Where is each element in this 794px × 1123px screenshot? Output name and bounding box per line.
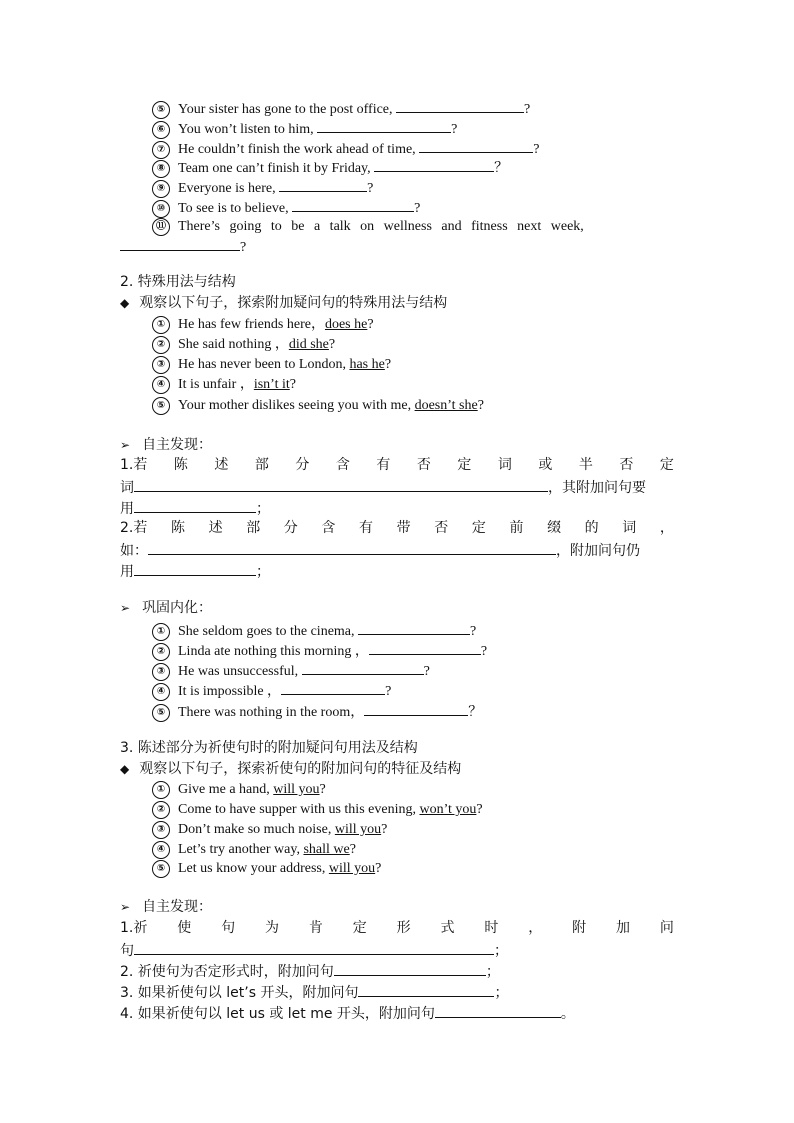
section1-item	[152, 218, 674, 236]
justified-char: 附	[572, 920, 587, 936]
justified-char: 式	[440, 920, 455, 936]
question-mark: ?	[470, 624, 477, 639]
example-item	[152, 336, 335, 354]
question-mark: ?	[414, 201, 421, 216]
practice-text: Linda ate nothing this morning ，	[178, 644, 369, 659]
question-mark: ?	[384, 357, 392, 373]
circled-number: ⑤	[152, 860, 170, 878]
practice-item	[152, 680, 391, 701]
circled-number: ③	[152, 356, 170, 374]
example-text: Give me a hand,	[178, 782, 274, 798]
answer-blank[interactable]	[435, 1003, 561, 1018]
circled-number: ②	[152, 643, 170, 661]
example-text: It is unfair ，	[178, 377, 254, 393]
justified-char: 加	[615, 920, 630, 936]
tag-question: does he	[324, 317, 368, 333]
justified-char: 定	[659, 457, 674, 473]
justified-char: 分	[283, 520, 298, 536]
diamond-bullet-icon: ◆	[120, 296, 130, 310]
justified-char: 2.若	[120, 520, 148, 536]
justified-char: 带	[396, 520, 411, 536]
answer-blank[interactable]	[279, 177, 367, 192]
section3-discover-4: 4. 如果祈使句以 let us 或 let me 开头，附加问句 。	[120, 1003, 575, 1023]
answer-blank[interactable]	[134, 940, 494, 955]
answer-blank[interactable]	[134, 498, 256, 513]
question-mark: ?	[477, 398, 484, 414]
justified-char: 部	[254, 457, 269, 473]
example-text: Come to have supper with us this evening,	[178, 802, 420, 818]
justified-char: 定	[352, 920, 367, 936]
question-mark: ?	[476, 802, 483, 818]
justified-char: 形	[396, 920, 411, 936]
section3-heading: 3. 陈述部分为祈使句时的附加疑问句用法及结构	[120, 740, 418, 756]
question-mark: ?	[328, 337, 336, 353]
section1-item	[152, 138, 539, 159]
circled-number: ⑪	[152, 218, 170, 236]
circled-number: ⑤	[152, 101, 170, 119]
tag-question: won’t you	[419, 802, 477, 818]
justified-char: 词	[622, 520, 637, 536]
arrow-bullet-icon: ➢	[120, 438, 131, 452]
section3-discover-1-line1	[120, 919, 674, 937]
practice-item	[152, 640, 487, 661]
circled-number: ④	[152, 841, 170, 859]
answer-blank[interactable]	[134, 561, 256, 576]
circled-number: ①	[152, 623, 170, 641]
practice-item	[152, 620, 476, 641]
section1-item	[152, 98, 530, 119]
section2-discover-1-line2: 词 ，其附加问句要	[120, 477, 646, 497]
section2-heading: 2. 特殊用法与结构	[120, 274, 236, 290]
example-item	[152, 356, 391, 374]
answer-blank[interactable]	[369, 640, 481, 655]
practice-item	[152, 660, 430, 681]
question-mark: ?	[367, 181, 374, 196]
section1-item-11-continuation: ?	[120, 236, 246, 257]
item-text: Team one can’t finish it by Friday,	[178, 161, 375, 176]
example-text: Let us know your address,	[178, 861, 329, 877]
example-item	[152, 801, 483, 819]
justified-char: 为	[264, 920, 279, 936]
circled-number: ⑩	[152, 200, 170, 218]
justified-char: 陈	[170, 520, 185, 536]
question-mark: ?	[367, 317, 374, 333]
item-text: He couldn’t finish the work ahead of time,	[178, 142, 420, 157]
section3-discover-title: ➢ 自主发现：	[120, 899, 213, 915]
circled-number: ①	[152, 781, 170, 799]
question-mark: ?	[289, 377, 296, 393]
tag-question: will you	[334, 822, 382, 838]
answer-blank[interactable]	[281, 680, 385, 695]
justified-char: 有	[376, 457, 391, 473]
justified-char: 肯	[308, 920, 323, 936]
circled-number: ⑥	[152, 121, 170, 139]
answer-blank[interactable]	[396, 98, 524, 113]
answer-blank[interactable]	[358, 620, 470, 635]
justified-char: ，	[528, 920, 543, 936]
circled-number: ⑦	[152, 141, 170, 159]
justified-char: 前	[509, 520, 524, 536]
example-item	[152, 781, 326, 799]
justified-char: 部	[246, 520, 261, 536]
question-mark: ?	[480, 644, 488, 659]
example-text: He has never been to London,	[178, 357, 350, 373]
circled-number: ③	[152, 821, 170, 839]
tag-question: will you	[328, 861, 376, 877]
item-text: There’s going to be a talk on wellness and fitness next week,	[178, 219, 584, 234]
diamond-bullet-icon: ◆	[120, 762, 130, 776]
section3-observe-instruction: ◆ 观察以下句子，探索祈使句的附加问句的特征及结构	[120, 761, 462, 777]
example-text: Your mother dislikes seeing you with me,	[178, 398, 415, 414]
answer-blank[interactable]	[374, 157, 494, 172]
section1-item	[152, 157, 508, 178]
justified-char: 含	[321, 520, 336, 536]
answer-blank[interactable]	[334, 961, 486, 976]
question-mark: ?	[451, 122, 458, 137]
justified-char: 述	[214, 457, 229, 473]
justified-char: 半	[578, 457, 593, 473]
circled-number: ②	[152, 336, 170, 354]
practice-text: There was nothing in the room，	[178, 705, 365, 720]
justified-char: 或	[538, 457, 553, 473]
circled-number: ⑧	[152, 160, 170, 178]
justified-char: 句	[221, 920, 236, 936]
item-text: You won’t listen to him,	[178, 122, 318, 137]
answer-blank[interactable]	[317, 118, 451, 133]
section3-discover-3: 3. 如果祈使句以 let’s 开头，附加问句 ；	[120, 982, 508, 1002]
justified-char: 时	[484, 920, 499, 936]
section2-consolidate-title: ➢ 巩固内化：	[120, 600, 213, 616]
question-mark: ?	[381, 822, 388, 838]
example-text: Let’s try another way,	[178, 842, 304, 858]
question-mark: ?	[533, 142, 540, 157]
justified-char: ，	[659, 520, 674, 536]
answer-blank[interactable]	[120, 236, 240, 251]
justified-char: 定	[471, 520, 486, 536]
justified-char: 含	[335, 457, 350, 473]
tag-question: will you	[273, 782, 320, 798]
circled-number: ⑤	[152, 704, 170, 722]
answer-blank[interactable]	[134, 477, 548, 492]
example-item	[152, 860, 381, 878]
arrow-bullet-icon: ➢	[120, 900, 131, 914]
tag-question: has he	[349, 357, 385, 373]
example-text: She said nothing ，	[178, 337, 289, 353]
answer-blank[interactable]	[419, 138, 533, 153]
circled-number: ②	[152, 801, 170, 819]
section2-discover-2-line1	[120, 519, 674, 537]
section2-observe-instruction: ◆ 观察以下句子，探索附加疑问句的特殊用法与结构	[120, 295, 448, 311]
answer-blank[interactable]	[148, 540, 556, 555]
section3-discover-1-line2: 句 ；	[120, 940, 508, 960]
example-item	[152, 821, 387, 839]
answer-blank[interactable]	[358, 982, 494, 997]
question-mark: ？	[468, 705, 483, 720]
tag-question: shall we	[303, 842, 350, 858]
justified-char: 定	[457, 457, 472, 473]
justified-char: 缀	[547, 520, 562, 536]
example-text: He has few friends here，	[178, 317, 325, 333]
question-mark: ?	[423, 664, 430, 679]
justified-char: 词	[497, 457, 512, 473]
arrow-bullet-icon: ➢	[120, 601, 131, 615]
justified-char: 分	[295, 457, 310, 473]
question-mark: ?	[375, 861, 382, 877]
section2-discover-2-line3: 用 ；	[120, 561, 270, 581]
justified-char: 1.若	[120, 457, 148, 473]
question-mark: ？	[494, 161, 509, 176]
practice-item	[152, 701, 482, 722]
example-item	[152, 397, 484, 415]
answer-blank[interactable]	[302, 660, 424, 675]
circled-number: ④	[152, 376, 170, 394]
circled-number: ⑨	[152, 180, 170, 198]
question-mark: ?	[319, 782, 326, 798]
circled-number: ①	[152, 316, 170, 334]
example-item	[152, 376, 296, 394]
item-text: To see is to believe,	[178, 201, 293, 216]
section2-discover-2-line2: 如： ，附加问句仍	[120, 540, 640, 560]
practice-text: He was unsuccessful,	[178, 664, 302, 679]
question-mark: ?	[524, 102, 531, 117]
tag-question: did she	[288, 337, 329, 353]
practice-text: She seldom goes to the cinema,	[178, 624, 359, 639]
section2-discover-title: ➢ 自主发现：	[120, 437, 213, 453]
question-mark: ?	[349, 842, 356, 858]
justified-char: 否	[416, 457, 431, 473]
justified-char: 1.祈	[120, 920, 148, 936]
justified-char: 否	[434, 520, 449, 536]
section3-discover-2: 2. 祈使句为否定形式时，附加问句 ；	[120, 961, 500, 981]
example-text: Don’t make so much noise,	[178, 822, 335, 838]
answer-blank[interactable]	[364, 701, 468, 716]
justified-char: 的	[584, 520, 599, 536]
justified-char: 使	[177, 920, 192, 936]
justified-char: 陈	[173, 457, 188, 473]
section1-item	[152, 197, 420, 218]
justified-char: 问	[659, 920, 674, 936]
section2-discover-1-line1	[120, 456, 674, 474]
section2-discover-1-line3: 用 ；	[120, 498, 270, 518]
item-text: Everyone is here,	[178, 181, 280, 196]
tag-question: isn’t it	[253, 377, 290, 393]
section1-item	[152, 118, 457, 139]
justified-char: 有	[359, 520, 374, 536]
practice-text: It is impossible ，	[178, 684, 282, 699]
example-item	[152, 316, 374, 334]
circled-number: ④	[152, 683, 170, 701]
circled-number: ③	[152, 663, 170, 681]
circled-number: ⑤	[152, 397, 170, 415]
tag-question: doesn’t she	[414, 398, 478, 414]
justified-char: 否	[619, 457, 634, 473]
justified-char: 述	[208, 520, 223, 536]
answer-blank[interactable]	[292, 197, 414, 212]
section1-item	[152, 177, 373, 198]
question-mark: ?	[385, 684, 392, 699]
example-item	[152, 841, 356, 859]
item-text: Your sister has gone to the post office,	[178, 102, 397, 117]
